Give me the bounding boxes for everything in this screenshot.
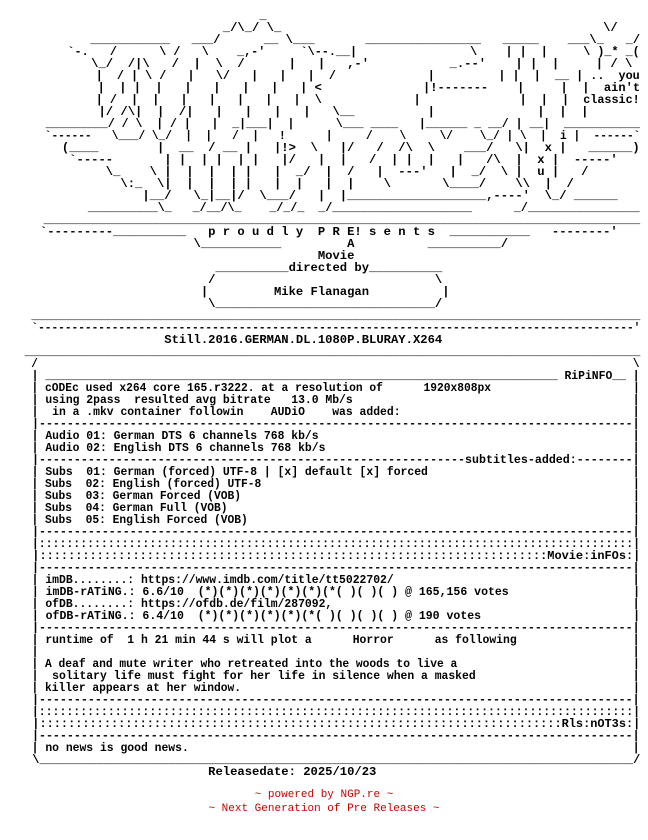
nfo-line: |-------------------------------------------------------------------------------------| <box>18 525 640 539</box>
nfo-line: | runtime of 1 h 21 min 44 s will plot a Horror as following | <box>18 633 640 647</box>
nfo-line: | Audio 01: German DTS 6 channels 768 kb/s | <box>18 429 640 443</box>
nfo-line: |-------------------------------------------------------------------------------------| <box>18 621 640 635</box>
nfo-line: ____________________________________________________________________________________________ <box>18 345 641 359</box>
nfo-line: `-----------------------------------------------------------------------------------------' <box>18 321 641 335</box>
nfo-line: |-------------------------------------------------------------------------------------| <box>18 729 640 743</box>
nfo-line: | Subs 04: German Full (VOB) | <box>18 501 640 515</box>
nfo-line: \:_ \| | | | | | | | | \ \____/ \\ | / <box>18 177 574 191</box>
nfo-line: | Subs 02: English (forced) UTF-8 | <box>18 477 640 491</box>
nfo-line: |::::::::::::::::::::::::::::::::::::::::::::::::::::::::::::::::::::::::::::::::::::::| <box>18 537 641 551</box>
nfo-line: |-------------------------------------------------------------subtitles-added:--------| <box>18 453 640 467</box>
nfo-line: | imDB........: https://www.imdb.com/title/tt5022702/ | <box>18 573 640 587</box>
nfo-line: | | <box>18 645 640 659</box>
nfo-line: | Subs 05: English Forced (VOB) | <box>18 513 640 527</box>
nfo-line: \___________________________________________________________________________________/ <box>18 753 641 767</box>
nfo-line: __________directed by__________ <box>18 261 443 275</box>
nfo-line: |/ /\| | /| | | | | \__ | | | | <box>18 105 589 119</box>
nfo-line: _____________________________________________________________________________________________ <box>18 213 641 227</box>
nfo-line: | ___________________________________________________________________________ RiPiNFO__ | <box>18 369 640 383</box>
nfo-line: `---------__________ p r o u d l y P R E! s e n t s ___________ --------' <box>18 225 618 239</box>
nfo-line: |:::::::::::::::::::::::::::::::::::::::::::::::::::::::::::::::::::::::::Rls:nOT3s:| <box>18 717 641 731</box>
nfo-line: ___________ ___/ __ \___ ________________ _____ ___\_ _/ <box>18 33 641 47</box>
nfo-line: | solitary life must fight for her life in silence when a masked | <box>18 669 640 683</box>
nfo-line: |-------------------------------------------------------------------------------------| <box>18 417 640 431</box>
nfo-line: _________/ / \ | / | | _|___| | \___ ____ |______ _ __/ | __| ___________ <box>18 117 641 131</box>
nfo-line: |-------------------------------------------------------------------------------------| <box>18 693 640 707</box>
nfo-line: __________\_ _/__/\_ _/_/_ _/____________________ _/________________ <box>18 201 640 215</box>
nfo-line: | killer appears at her window. | <box>18 681 640 695</box>
nfo-line: | A deaf and mute writer who retreated into the woods to live a | <box>18 657 640 671</box>
nfo-line: \_ \ | | | | | | _/ | / | ---' | _/ \ | u | / <box>18 165 589 179</box>
nfo-line: / \ <box>18 357 640 371</box>
nfo-line: |::::::::::::::::::::::::::::::::::::::::::::::::::::::::::::::::::::::::::::::::::::::| <box>18 705 641 719</box>
nfo-line: `------ \___/ \_/ | | / | ! | / \ \/ \_/ | \ | i | ------` <box>18 129 641 143</box>
nfo-line: | ofDB........: https://ofdb.de/film/287092, | <box>18 597 640 611</box>
nfo-line: / \ <box>18 273 443 287</box>
nfo-line: \___________ A __________/ <box>18 237 509 251</box>
nfo-line: | Audio 02: English DTS 6 channels 768 kb/s | <box>18 441 640 455</box>
nfo-line: `-. / \ / \ _,-' `\--.__| \ | | | \ )_* _( <box>18 45 640 59</box>
nfo-line: \_/ /|\ / | \ / | | ,-' _.--' | | | | / \ <box>18 57 633 71</box>
footer-powered-by: ~ powered by NGP.re ~ <box>254 789 394 801</box>
nfo-line: Still.2016.GERMAN.DL.1080P.BLURAY.X264 <box>18 333 443 347</box>
nfo-line: \______________________________/ <box>18 297 443 311</box>
nfo-line: | | | | | | | | | < |!------- | | | ain't <box>18 81 641 95</box>
nfo-line: | imDB-rATiNG.: 6.6/10 (*)(*)(*)(*)(*)(*)(*( )( )( ) @ 165,156 votes | <box>18 585 641 599</box>
nfo-line: |-------------------------------------------------------------------------------------| <box>18 561 640 575</box>
nfo-line: _ <box>18 9 267 23</box>
nfo-line: | / | | | | | | | \ | | | | classic! <box>18 93 640 107</box>
footer <box>0 788 648 816</box>
nfo-line: | ofDB-rATiNG.: 6.4/10 (*)(*)(*)(*)(*)(*( )( )( )( ) @ 190 votes | <box>18 609 641 623</box>
nfo-line: `----- | | | | | | |/ | | / | | | | /\ | x | -----' <box>18 153 618 167</box>
footer-tagline: ~ Next Generation of Pre Releases ~ <box>208 803 440 815</box>
nfo-line: ___________________________________________________________________________________________ <box>18 309 641 323</box>
nfo-line: Movie <box>18 249 355 263</box>
nfo-line: | / | \ / | \/ | | | / | | | | __ | .. you <box>18 69 640 83</box>
nfo-line: Releasedate: 2025/10/23 <box>18 765 377 779</box>
nfo-line: | Subs 01: German (forced) UTF-8 | [x] default [x] forced | <box>18 465 640 479</box>
nfo-line: | Subs 03: German Forced (VOB) | <box>18 489 640 503</box>
nfo-line: | cODEc used x264 core 165.r3222. at a resolution of 1920x808px | <box>18 381 640 395</box>
nfo-line: |:::::::::::::::::::::::::::::::::::::::::::::::::::::::::::::::::::::::Movie:inFOs:| <box>18 549 641 563</box>
nfo-line: |__/ \_|__|/ \___/ | |___________________,----' \_/ ______ <box>18 189 618 203</box>
nfo-line: | no news is good news. | <box>18 741 640 755</box>
nfo-line: | using 2pass resulted avg bitrate 13.0 Mb/s | <box>18 393 640 407</box>
nfo-line: | in a .mkv container followin AUDiO was added: | <box>18 405 640 419</box>
nfo-line: (____ | __ / __ | |!> \ |/ / /\ \ ___/ \| x | ______) <box>18 141 640 155</box>
nfo-line: _/\_/ \_ \/ <box>18 21 618 35</box>
nfo-line: | Mike Flanagan | <box>18 285 450 299</box>
